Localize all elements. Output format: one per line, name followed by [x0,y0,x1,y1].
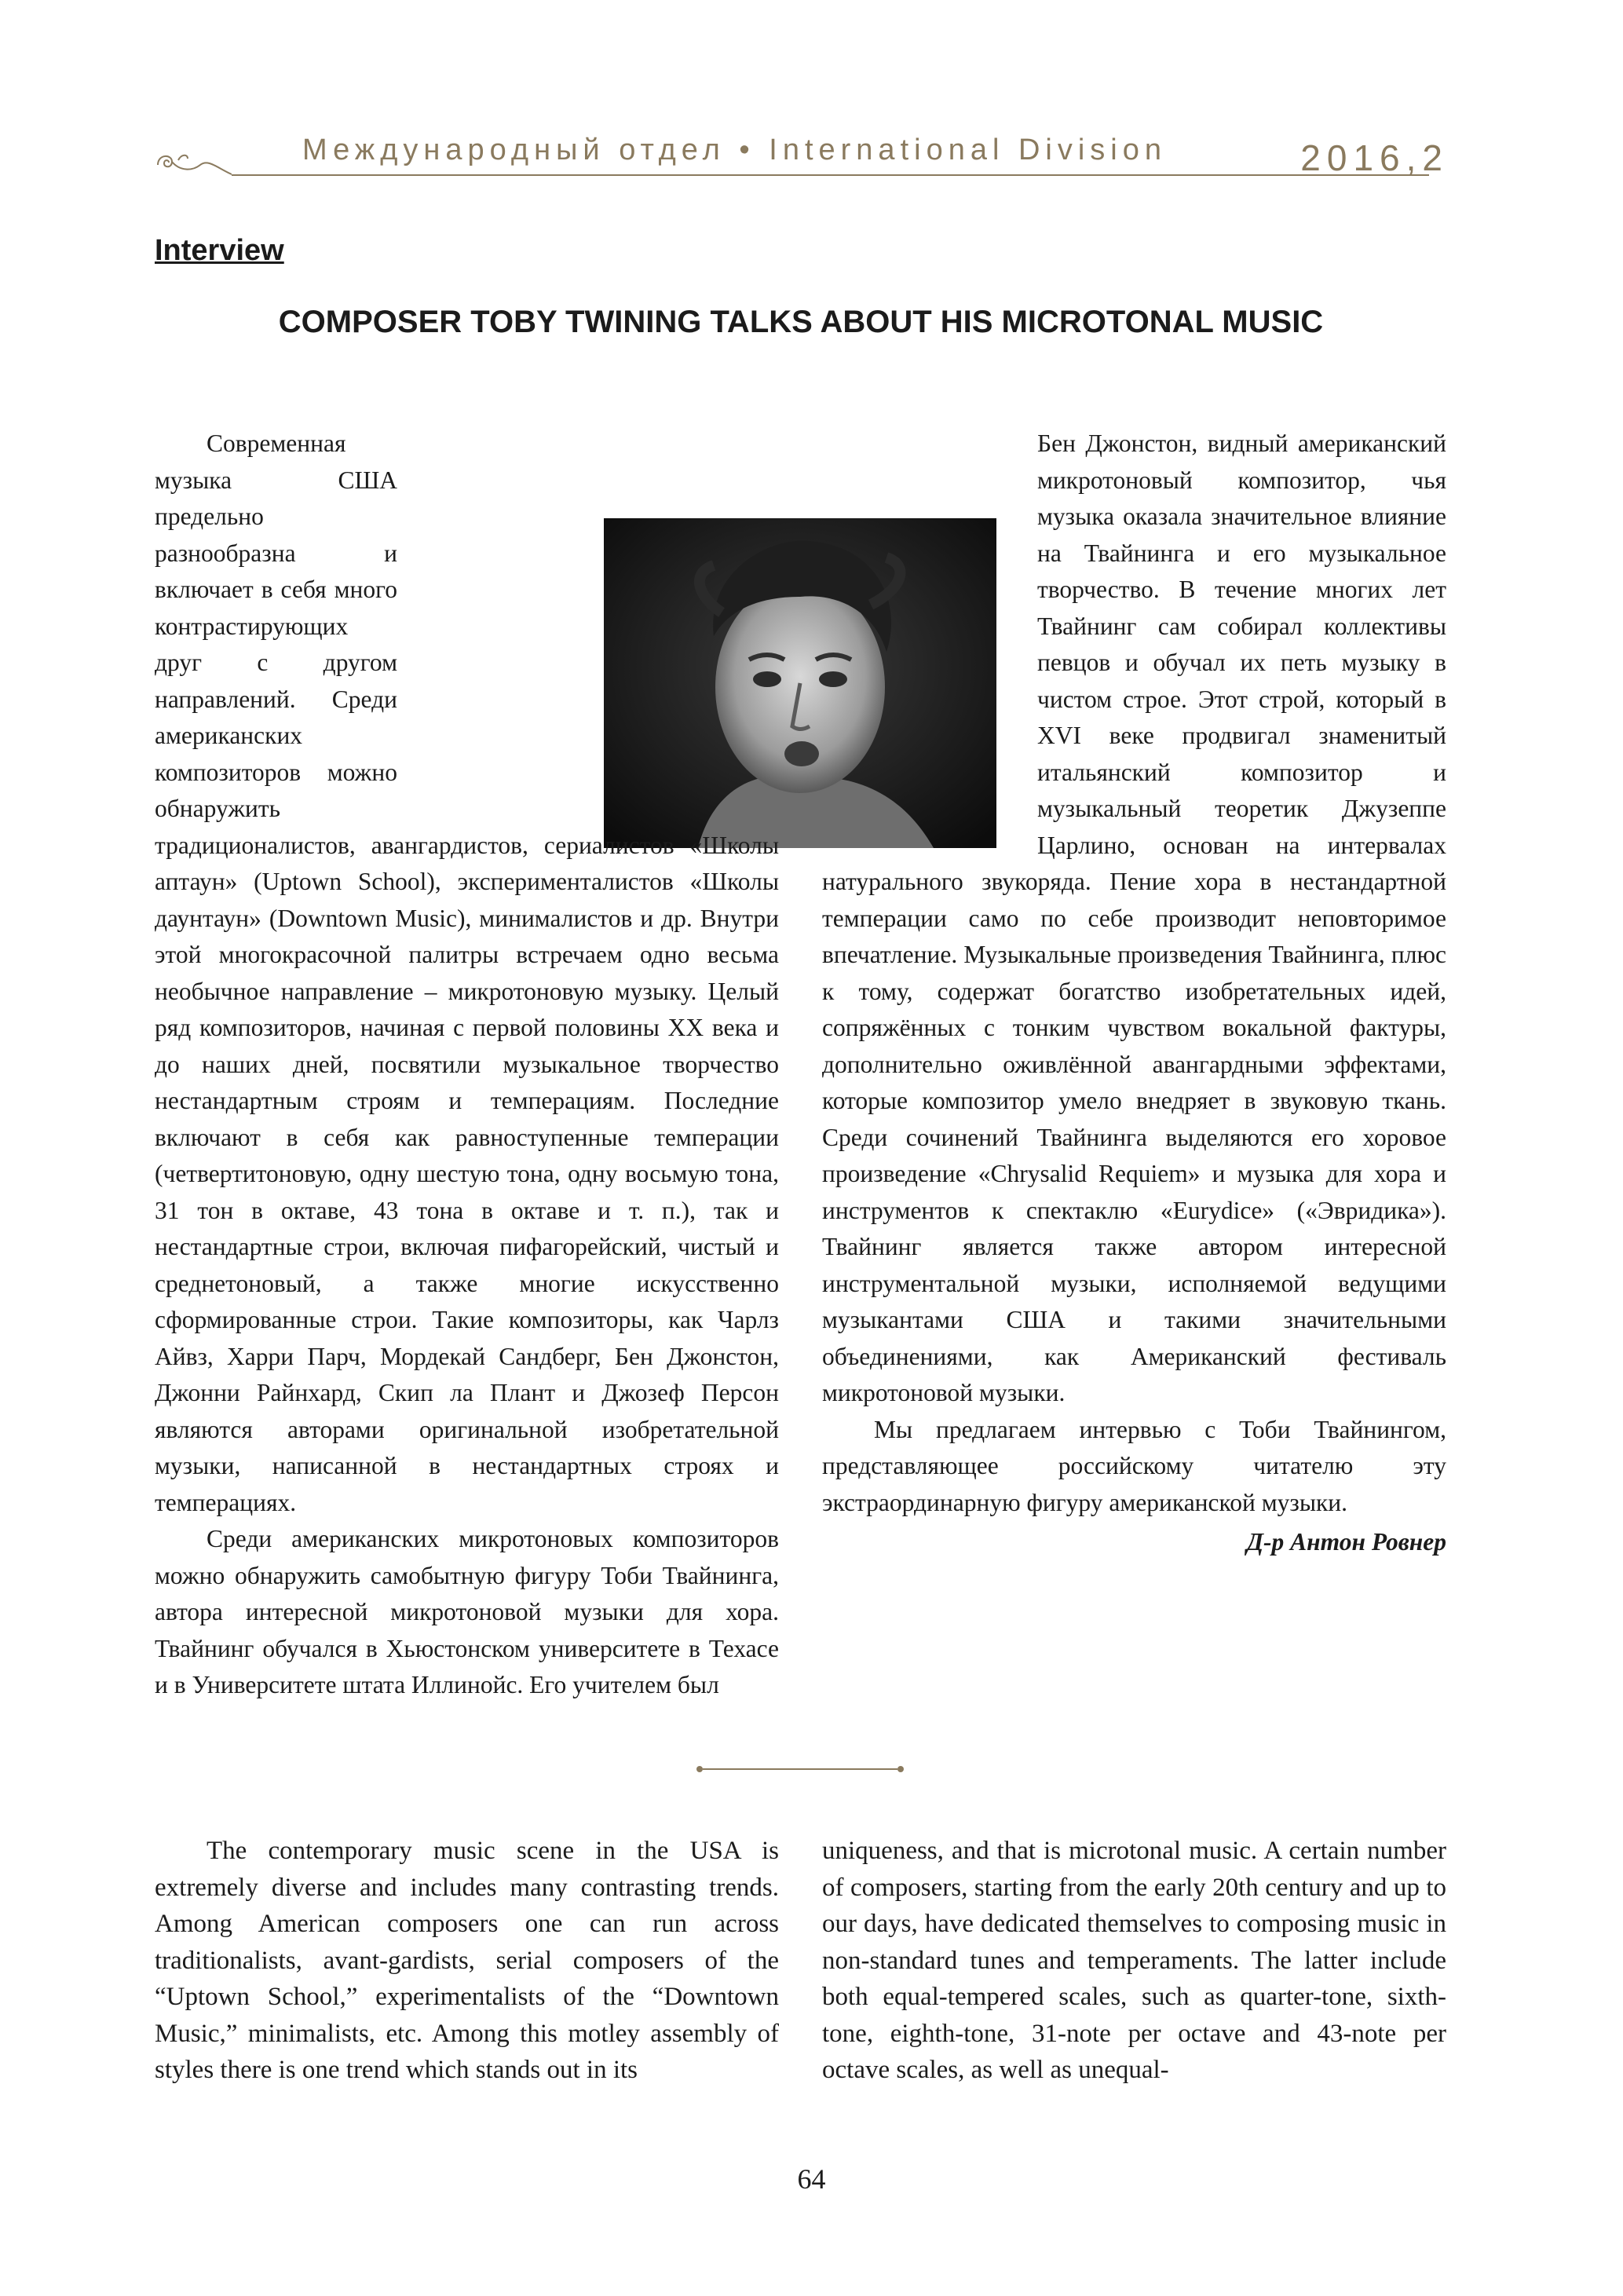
english-column-left [155,1833,779,2089]
issue-number: 2016,2 [1300,137,1449,178]
running-header [153,126,1449,188]
en-paragraph: uniqueness, and that is microtonal music. A certain number of composers, starting from the early 20th century and up to our days, have dedicated themselves to composing music in non-standard tunes and temperaments. The latter include both equal-tempered scales, such as quarter-tone, sixth-tone, eighth-tone, 31-note per octave and 43-note per octave scales, as well as unequal- [822,1837,1446,2084]
ru-paragraph: Мы предлагаем интервью с Тоби Твайнингом, представляющее российскому читателю эту экстраординарную фигуру американской музыки. [822,1415,1446,1516]
photo-float-spacer [822,462,1026,858]
ru-paragraph: Бен Джонстон, видный американский микротоновый композитор, чья музыка оказала значительное влияние на Твайнинга и его музыкальное творчество. В течение многих лет Твайнинг сам собирал коллективы певцов и обучал их петь музыку в чистом строе. Этот строй, который в XVI веке продвигал знаменитый итальянский композитор и музыкальный теоретик Джузеппе Царлино, основан на интервалах натурального звукоряда. Пение хора в нестандартной темперации само по себе производит неповторимое впечатление. Музыкальные произведения Твайнинга, плюс к тому, содержат богатство изобретательных идей, сопряжённых с тонким чувством вокальной фактуры, дополнительно оживлённой авангардными эффектами, которые композитор умело внедряет в звуковую ткань. Среди сочинений Твайнинга выделяются его хоровое произведение «Chrysalid Requiem» и музыка для хора и инструментов к спектаклю «Eurydice» («Эвридика»). Твайнинг является также автором интересной инструментальной музыки, исполняемой ведущими музыкантами США и такими значительными объединениями, как Американский фестиваль микротоновой музыки. [822,430,1446,1406]
russian-column-right [822,426,1446,1561]
photo-float-spacer [410,462,779,799]
en-paragraph: The contemporary music scene in the USA is extremely diverse and includes many contrasting trends. Among American composers one can run across traditionalists, avant-gardists, serial composers of the “Uptown School,” experimentalists of the “Downtown Music,” minimalists, etc. Among this motley assembly of styles there is one trend which stands out in its [155,1837,779,2084]
ru-paragraph: Современная музыка США предельно разнообразна и включает в себя много контрастирующих друг с другом направлений. Среди американских композиторов можно обнаружить традиционалистов, авангардистов, сериалистов «Школы аптаун» (Uptown School), эксперименталистов «Школы даунтаун» (Downtown Music), минималистов и др. Внутри этой многокрасочной палитры встречаем одно весьма необычное направление – микротоновую музыку. Целый ряд композиторов, начиная с первой половины XX века и до наших дней, посвятили музыкальное творчество нестандартным строям и темперациям. Последние включают в себя как равноступенные темперации (четвертитоновую, одну шестую тона, одну восьмую тона, 31 тон в октаве, 43 тона в октаве и т. п.), так и нестандартные строи, включая пифагорейский, чистый и среднетоновый, а также многие искусственно сформированные строи. Такие композиторы, как Чарлз Айвз, Харри Парч, Мордекай Сандберг, Бен Джонстон, Джонни Райнхард, Скип ла Плант и Джозеф Персон являются авторами оригинальной изобретательной музыки, написанной в нестандартных строях и темперациях. [155,430,779,1516]
english-column-right [822,1833,1446,2089]
author-signature: Д-р Антон Ровнер [1246,1528,1446,1556]
section-divider [695,1764,905,1774]
section-label: Interview [155,234,284,267]
running-head-text: Международный отдел • International Division [302,133,1168,166]
article-title: COMPOSER TOBY TWINING TALKS ABOUT HIS MICROTONAL MUSIC [278,305,1324,339]
ornament-swirl-icon [153,144,232,176]
ru-paragraph: Среди американских микротоновых композиторов можно обнаружить самобытную фигуру Тоби Твайнинга, автора интересной микротоновой музыки для хора. Твайнинг обучался в Хьюстонском университете в Техасе и в Университете штата Иллинойс. Его учителем был [155,1525,779,1698]
page-number: 64 [797,2163,826,2195]
header-rule [232,174,1429,176]
russian-column-left [155,426,779,1704]
